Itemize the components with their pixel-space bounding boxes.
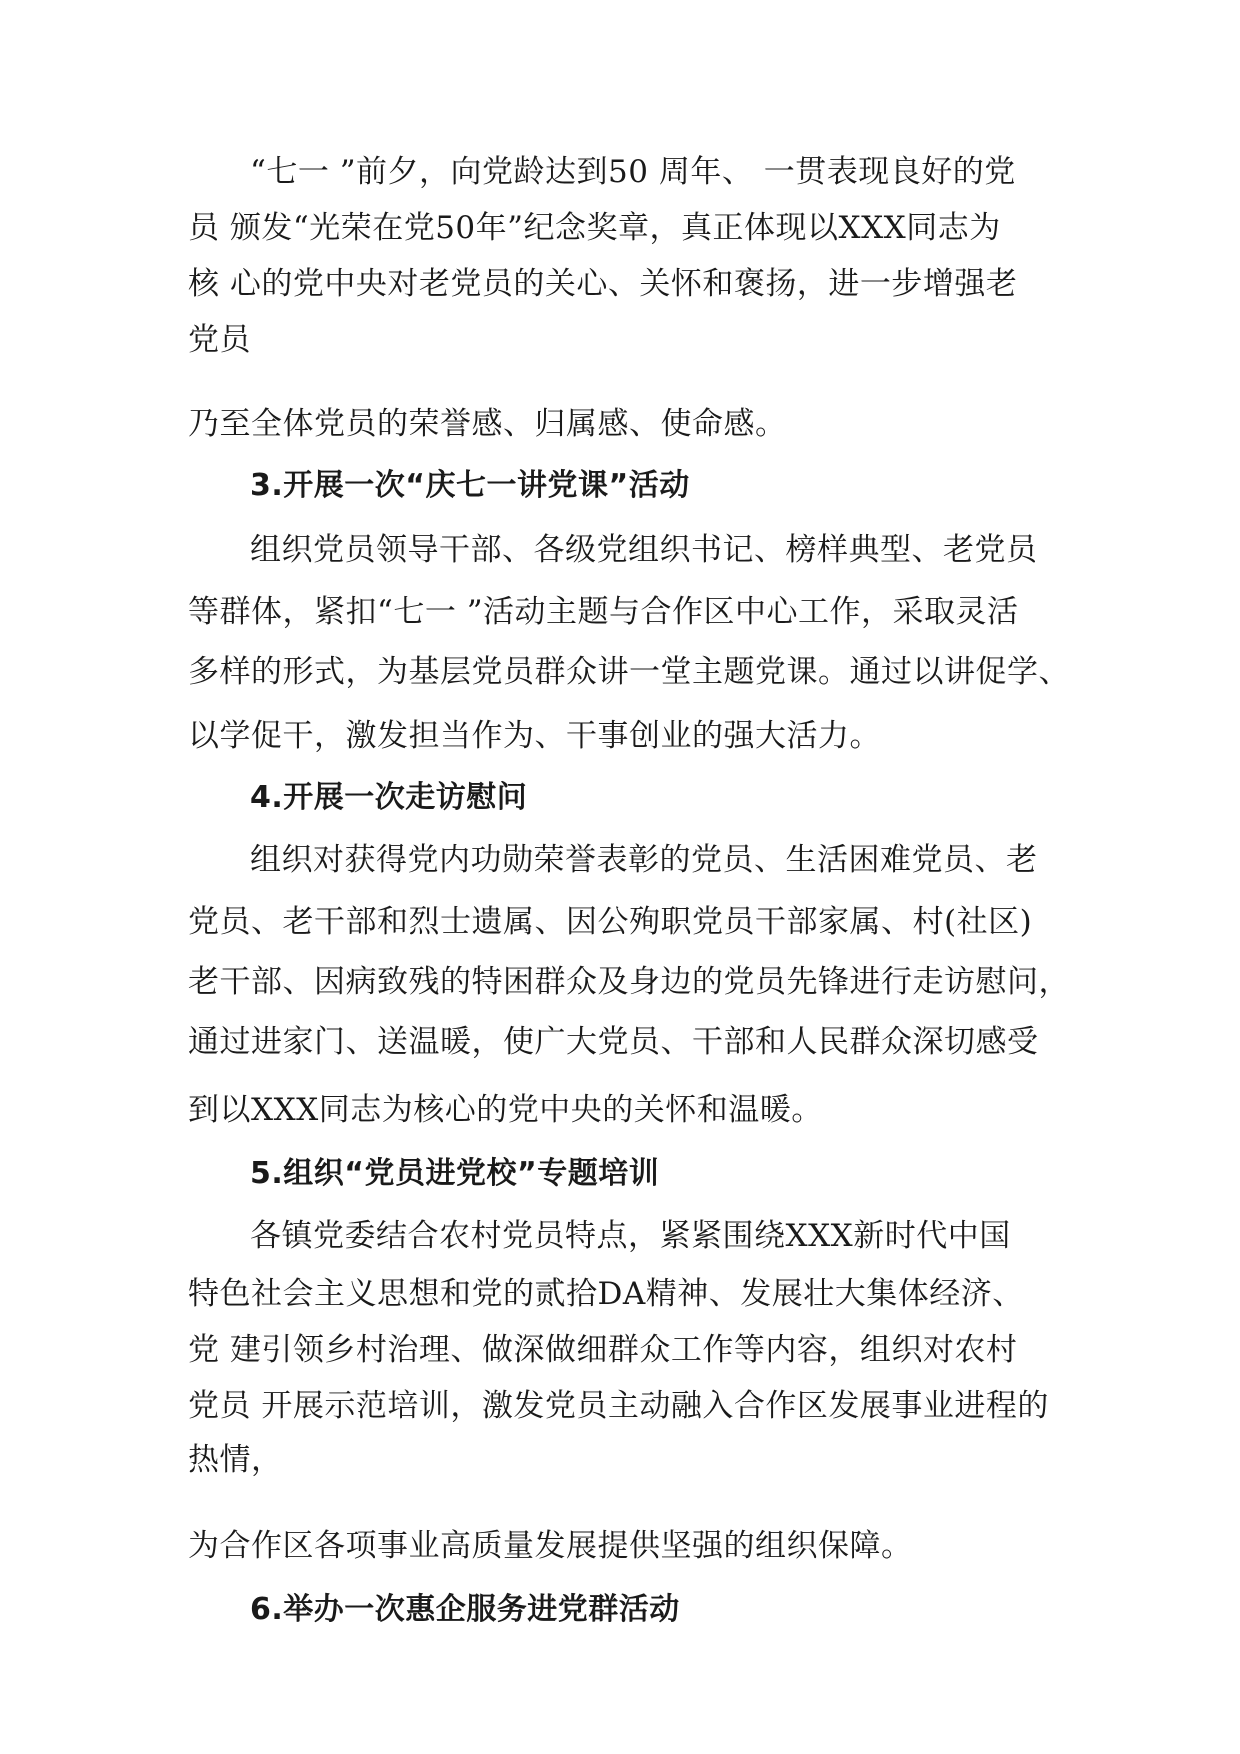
paragraph-line: 老干部、因病致残的特困群众及身边的党员先锋进行走访慰问， — [188, 964, 1070, 1000]
paragraph-line: 各镇党委结合农村党员特点，紧紧围绕XXX新时代中国 — [250, 1218, 1011, 1254]
paragraph-line: 到以XXX同志为核心的党中央的关怀和温暖。 — [188, 1092, 823, 1128]
section-heading-5: 5.组织“党员进党校”专题培训 — [250, 1156, 660, 1191]
paragraph-line: 核 心的党中央对老党员的关心、关怀和褒扬，进一步增强老 — [188, 266, 1018, 302]
paragraph-line: 多样的形式，为基层党员群众讲一堂主题党课。通过以讲促学、 — [188, 654, 1070, 690]
paragraph-line: 党 建引领乡村治理、做深做细群众工作等内容，组织对农村 — [188, 1332, 1018, 1368]
paragraph-line: 特色社会主义思想和党的贰拾DA精神、发展壮大集体经济、 — [188, 1276, 1024, 1312]
paragraph-line: “七一 ”前夕，向党龄达到50 周年、 一贯表现良好的党 — [250, 154, 1016, 190]
section-heading-6: 6.举办一次惠企服务进党群活动 — [250, 1592, 680, 1627]
paragraph-line: 以学促干，激发担当作为、干事创业的强大活力。 — [188, 718, 881, 754]
paragraph-line: 热情， — [188, 1442, 283, 1478]
paragraph-line: 通过进家门、送温暖，使广大党员、干部和人民群众深切感受 — [188, 1024, 1039, 1060]
paragraph-line: 组织对获得党内功勋荣誉表彰的党员、生活困难党员、老 — [250, 842, 1038, 878]
paragraph-line: 党员 — [188, 322, 251, 358]
paragraph-line: 乃至全体党员的荣誉感、归属感、使命感。 — [188, 406, 787, 442]
paragraph-line: 组织党员领导干部、各级党组织书记、榜样典型、老党员 — [250, 532, 1038, 568]
section-heading-3: 3.开展一次“庆七一讲党课”活动 — [250, 468, 690, 503]
paragraph-line: 党员、老干部和烈士遗属、因公殉职党员干部家属、村(社区) — [188, 904, 1033, 940]
paragraph-line: 等群体，紧扣“七一 ”活动主题与合作区中心工作，采取灵活 — [188, 594, 1019, 630]
paragraph-line: 员 颁发“光荣在党50年”纪念奖章，真正体现以XXX同志为 — [188, 210, 1001, 246]
section-heading-4: 4.开展一次走访慰问 — [250, 780, 528, 815]
paragraph-line: 为合作区各项事业高质量发展提供坚强的组织保障。 — [188, 1528, 913, 1564]
paragraph-line: 党员 开展示范培训，激发党员主动融入合作区发展事业进程的 — [188, 1388, 1049, 1424]
